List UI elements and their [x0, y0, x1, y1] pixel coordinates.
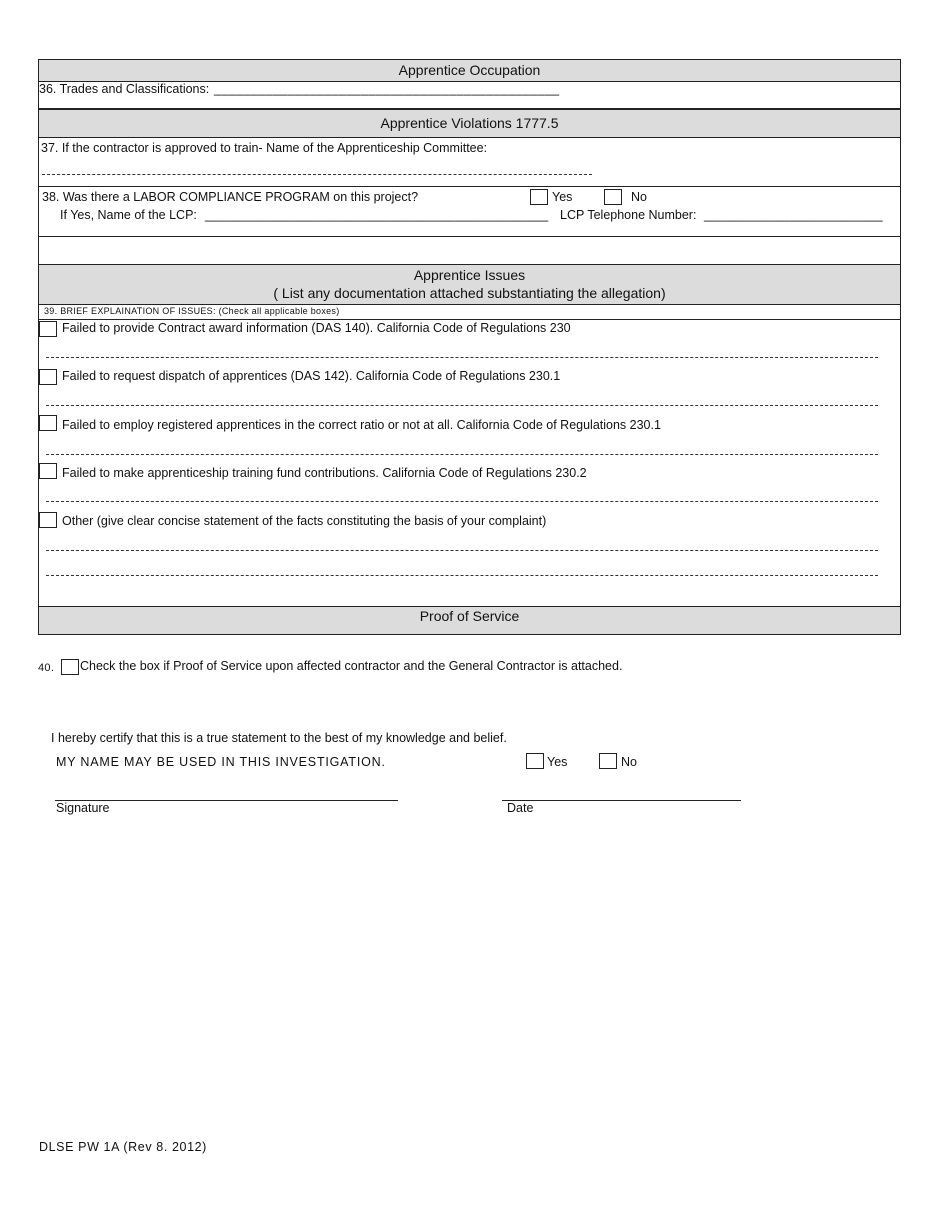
- q39-issues-area: [38, 319, 901, 607]
- issue-other-line-2[interactable]: [46, 575, 878, 576]
- issue-training-fund-checkbox[interactable]: [39, 463, 57, 479]
- blank-row: [38, 236, 901, 265]
- issue-das140-checkbox[interactable]: [39, 321, 57, 337]
- name-use-yes-checkbox[interactable]: [526, 753, 544, 769]
- issue-other-label: Other (give clear concise statement of the facts constituting the basis of your complaint): [62, 514, 547, 528]
- proof-of-service-checkbox[interactable]: [61, 659, 79, 675]
- date-label: Date: [507, 801, 534, 815]
- certification-statement: I hereby certify that this is a true statement to the best of my knowledge and belief.: [51, 731, 507, 745]
- apprentice-issues-header: [38, 264, 901, 305]
- q38-yes-checkbox[interactable]: [530, 189, 548, 205]
- section-title: Apprentice Issues: [413, 267, 526, 283]
- q38-no-label: No: [631, 190, 647, 204]
- q37-committee-field[interactable]: [42, 174, 592, 175]
- issue-das140-line[interactable]: [46, 357, 878, 358]
- apprentice-violations-header: [38, 109, 901, 138]
- lcp-phone-field[interactable]: _________________________: [704, 208, 883, 222]
- issue-ratio-line[interactable]: [46, 454, 878, 455]
- q40-number: 40.: [38, 662, 55, 674]
- lcp-name-label: If Yes, Name of the LCP:: [60, 208, 197, 222]
- section-title: Apprentice Violations 1777.5: [380, 115, 559, 131]
- q37-label: 37. If the contractor is approved to train- Name of the Apprenticeship Committee:: [41, 141, 488, 155]
- name-use-no-label: No: [621, 755, 637, 769]
- proof-of-service-header: [38, 606, 901, 635]
- issue-das142-line[interactable]: [46, 405, 878, 406]
- q40-label: Check the box if Proof of Service upon affected contractor and the General Contractor is attached.: [80, 659, 623, 673]
- issue-other-line-1[interactable]: [46, 550, 878, 551]
- q39-label: 39. BRIEF EXPLAINATION OF ISSUES: (Check all applicable boxes): [44, 306, 340, 316]
- q38-no-checkbox[interactable]: [604, 189, 622, 205]
- issue-das142-checkbox[interactable]: [39, 369, 57, 385]
- issue-ratio-checkbox[interactable]: [39, 415, 57, 431]
- lcp-name-field[interactable]: ________________________________________________: [205, 208, 549, 222]
- name-use-no-checkbox[interactable]: [599, 753, 617, 769]
- issue-training-fund-line[interactable]: [46, 501, 878, 502]
- name-use-yes-label: Yes: [547, 755, 568, 769]
- q38-label: 38. Was there a LABOR COMPLIANCE PROGRAM on this project?: [42, 190, 419, 204]
- issue-das142-label: Failed to request dispatch of apprentices (DAS 142). California Code of Regulations 230.1: [62, 369, 561, 383]
- signature-label: Signature: [56, 801, 110, 815]
- q36-trades-field[interactable]: _______________________________________________: [214, 82, 560, 96]
- section-subtitle: ( List any documentation attached substantiating the allegation): [273, 285, 666, 301]
- apprentice-occupation-header: [38, 59, 901, 82]
- q38-yes-label: Yes: [552, 190, 573, 204]
- issue-training-fund-label: Failed to make apprenticeship training fund contributions. California Code of Regulations 230.2: [62, 466, 587, 480]
- q36-label: 36. Trades and Classifications:: [39, 82, 210, 96]
- issue-das140-label: Failed to provide Contract award information (DAS 140). California Code of Regulations 230: [62, 321, 571, 335]
- issue-ratio-label: Failed to employ registered apprentices in the correct ratio or not at all. California Code of Regulations 230.1: [62, 418, 661, 432]
- section-title: Proof of Service: [419, 608, 520, 624]
- lcp-phone-label: LCP Telephone Number:: [560, 208, 697, 222]
- name-use-label: MY NAME MAY BE USED IN THIS INVESTIGATION.: [56, 755, 386, 769]
- section-title: Apprentice Occupation: [398, 62, 541, 78]
- date-line[interactable]: [502, 800, 741, 801]
- issue-other-checkbox[interactable]: [39, 512, 57, 528]
- form-id: DLSE PW 1A (Rev 8. 2012): [39, 1140, 207, 1154]
